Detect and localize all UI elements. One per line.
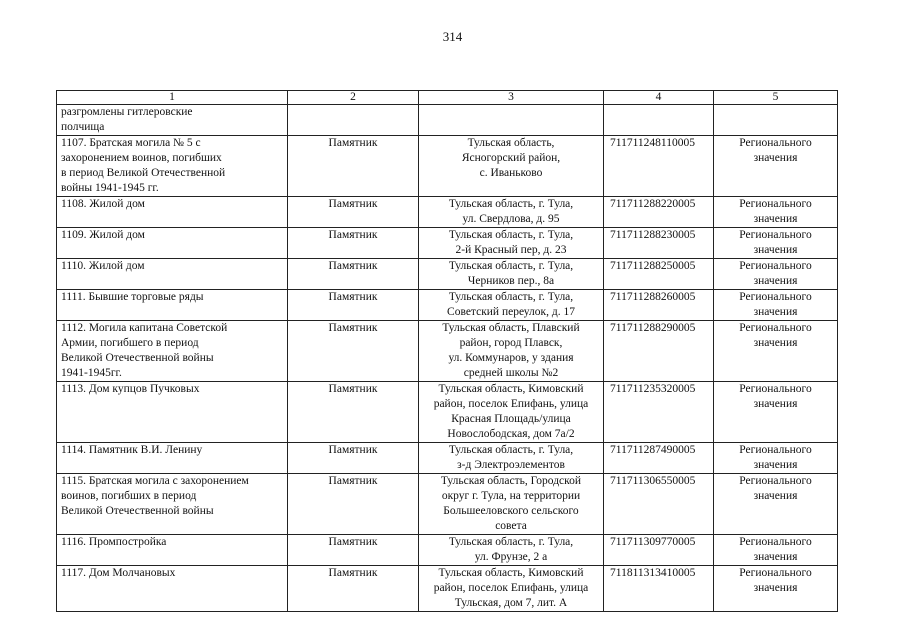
object-type-cell: Памятник [288,259,419,290]
address-cell-line: Тульская область, г. Тула, [448,444,574,456]
object-name-cell [57,321,288,382]
significance-cell [714,136,838,197]
significance-cell-line: Регионального [739,444,812,456]
object-name-cell-line: 1113. Дом купцов Пучковых [61,383,200,395]
registry-code-cell: 711711288230005 [604,228,714,259]
significance-cell-line: значения [753,306,798,318]
address-cell-line: Тульская область, [467,137,555,149]
address-cell-line: Новослободская, дом 7а/2 [447,428,575,440]
object-name-cell [57,474,288,535]
registry-code-cell: 711711248110005 [604,136,714,197]
registry-code-cell: 711711288220005 [604,197,714,228]
table-row [57,197,838,228]
registry-code-cell [604,105,714,136]
significance-cell-line: Регионального [739,475,812,487]
address-cell-line: с. Иваньково [479,167,543,179]
object-name-cell-line: 1108. Жилой дом [61,198,145,210]
object-name-cell-line: 1116. Промпостройка [61,536,167,548]
column-header-4: 4 [604,91,714,105]
table-row [57,535,838,566]
address-cell-line: Тульская область, г. Тула, [448,229,574,241]
registry-code-cell: 711711306550005 [604,474,714,535]
address-cell-line: 2-й Красный пер, д. 23 [455,244,567,256]
object-type-cell: Памятник [288,566,419,612]
registry-code-cell: 711711288250005 [604,259,714,290]
address-cell-line: Красная Площадь/улица [451,413,571,425]
address-cell-line: Советский переулок, д. 17 [447,306,575,318]
address-cell-line: совета [495,520,527,532]
object-type-cell: Памятник [288,197,419,228]
address-cell [419,443,604,474]
registry-code-cell: 711711287490005 [604,443,714,474]
significance-cell-line: Регионального [739,137,812,149]
address-cell-line: ул. Фрунзе, 2 а [474,551,548,563]
object-type-cell: Памятник [288,136,419,197]
significance-cell-line: значения [753,244,798,256]
significance-cell [714,321,838,382]
significance-cell [714,443,838,474]
object-name-cell-line: Великой Отечественной войны [61,352,214,364]
significance-cell-line: значения [753,275,798,287]
significance-cell [714,474,838,535]
object-name-cell-line: 1109. Жилой дом [61,229,145,241]
address-cell-line: Тульская область, г. Тула, [448,536,574,548]
address-cell [419,535,604,566]
address-cell-line: ул. Коммунаров, у здания [448,352,574,364]
object-name-cell-line: 1112. Могила капитана Советской [61,322,228,334]
address-cell [419,228,604,259]
object-type-cell: Памятник [288,535,419,566]
object-name-cell-line: разгромлены гитлеровские [61,106,193,118]
object-name-cell [57,382,288,443]
object-type-cell: Памятник [288,382,419,443]
column-header-5: 5 [714,91,838,105]
significance-cell [714,566,838,612]
object-type-cell: Памятник [288,474,419,535]
significance-cell-line: значения [753,582,798,594]
column-header-3: 3 [419,91,604,105]
registry-code-cell: 711711309770005 [604,535,714,566]
address-cell-line: Тульская область, Кимовский [438,567,584,579]
significance-cell-line: Регионального [739,291,812,303]
object-name-cell [57,228,288,259]
significance-cell [714,105,838,136]
significance-cell-line: значения [753,459,798,471]
object-name-cell [57,443,288,474]
table-row [57,566,838,612]
column-header-1: 1 [57,91,288,105]
object-name-cell-line: захоронением воинов, погибших [61,152,222,164]
significance-cell [714,197,838,228]
address-cell-line: Большееловского сельского [443,505,579,517]
table-row [57,228,838,259]
object-name-cell-line: Армии, погибшего в период [61,337,199,349]
table-row [57,321,838,382]
table-row [57,105,838,136]
address-cell-line: средней школы №2 [463,367,559,379]
address-cell-line: район, поселок Епифань, улица [433,398,589,410]
object-type-cell: Памятник [288,290,419,321]
object-name-cell [57,197,288,228]
address-cell [419,105,604,136]
object-name-cell [57,290,288,321]
object-name-cell-line: 1110. Жилой дом [61,260,145,272]
significance-cell-line: Регионального [739,260,812,272]
heritage-registry-table [56,90,838,612]
object-name-cell [57,105,288,136]
significance-cell-line: Регионального [739,322,812,334]
object-name-cell [57,259,288,290]
address-cell-line: Тульская область, Плавский [442,322,580,334]
address-cell [419,290,604,321]
address-cell [419,136,604,197]
address-cell-line: Тульская область, Городской [440,475,582,487]
address-cell [419,259,604,290]
significance-cell-line: Регионального [739,383,812,395]
significance-cell-line: значения [753,213,798,225]
object-name-cell-line: воинов, погибших в период [61,490,197,502]
header-row [57,91,838,105]
object-name-cell [57,535,288,566]
significance-cell-line: значения [753,551,798,563]
registry-code-cell: 711711288260005 [604,290,714,321]
significance-cell-line: значения [753,490,798,502]
address-cell-line: Тульская область, г. Тула, [448,291,574,303]
registry-code-cell: 711711235320005 [604,382,714,443]
object-type-cell [288,105,419,136]
table-row [57,290,838,321]
object-name-cell [57,136,288,197]
column-header-2: 2 [288,91,419,105]
object-name-cell-line: в период Великой Отечественной [61,167,226,179]
address-cell [419,197,604,228]
significance-cell [714,535,838,566]
significance-cell [714,259,838,290]
address-cell [419,566,604,612]
object-name-cell-line: 1107. Братская могила № 5 с [61,137,201,149]
object-name-cell-line: 1117. Дом Молчановых [61,567,176,579]
page-number: 314 [442,29,463,44]
significance-cell-line: Регионального [739,567,812,579]
address-cell-line: Черников пер., 8а [467,275,555,287]
address-cell [419,382,604,443]
address-cell-line: ул. Свердлова, д. 95 [462,213,560,225]
object-name-cell-line: 1941-1945гг. [61,367,122,379]
object-type-cell: Памятник [288,443,419,474]
object-type-cell: Памятник [288,228,419,259]
significance-cell-line: значения [753,398,798,410]
significance-cell-line: значения [753,152,798,164]
object-name-cell-line: Великой Отечественной войны [61,505,214,517]
address-cell-line: Тульская область, Кимовский [438,383,584,395]
significance-cell-line: значения [753,337,798,349]
significance-cell-line: Регионального [739,229,812,241]
registry-code-cell: 711811313410005 [604,566,714,612]
table-row [57,443,838,474]
object-name-cell-line: войны 1941-1945 гг. [61,182,159,194]
registry-code-cell: 711711288290005 [604,321,714,382]
address-cell-line: район, поселок Епифань, улица [433,582,589,594]
object-name-cell-line: 1114. Памятник В.И. Ленину [61,444,203,456]
object-name-cell-line: полчища [61,121,105,133]
object-name-cell-line: 1115. Братская могила с захоронением [61,475,249,487]
significance-cell-line: Регионального [739,198,812,210]
table-row [57,474,838,535]
significance-cell [714,228,838,259]
address-cell-line: округ г. Тула, на территории [441,490,581,502]
address-cell-line: Тульская область, г. Тула, [448,198,574,210]
table-row [57,259,838,290]
significance-cell [714,382,838,443]
address-cell-line: район, город Плавск, [459,337,563,349]
table-row [57,136,838,197]
significance-cell [714,290,838,321]
significance-cell-line: Регионального [739,536,812,548]
address-cell [419,474,604,535]
address-cell-line: Тульская, дом 7, лит. А [454,597,568,609]
object-name-cell [57,566,288,612]
object-name-cell-line: 1111. Бывшие торговые ряды [61,291,204,303]
object-type-cell: Памятник [288,321,419,382]
table-row [57,382,838,443]
address-cell-line: Ясногорский район, [461,152,561,164]
address-cell-line: Тульская область, г. Тула, [448,260,574,272]
address-cell-line: з-д Электроэлементов [457,459,565,471]
address-cell [419,321,604,382]
